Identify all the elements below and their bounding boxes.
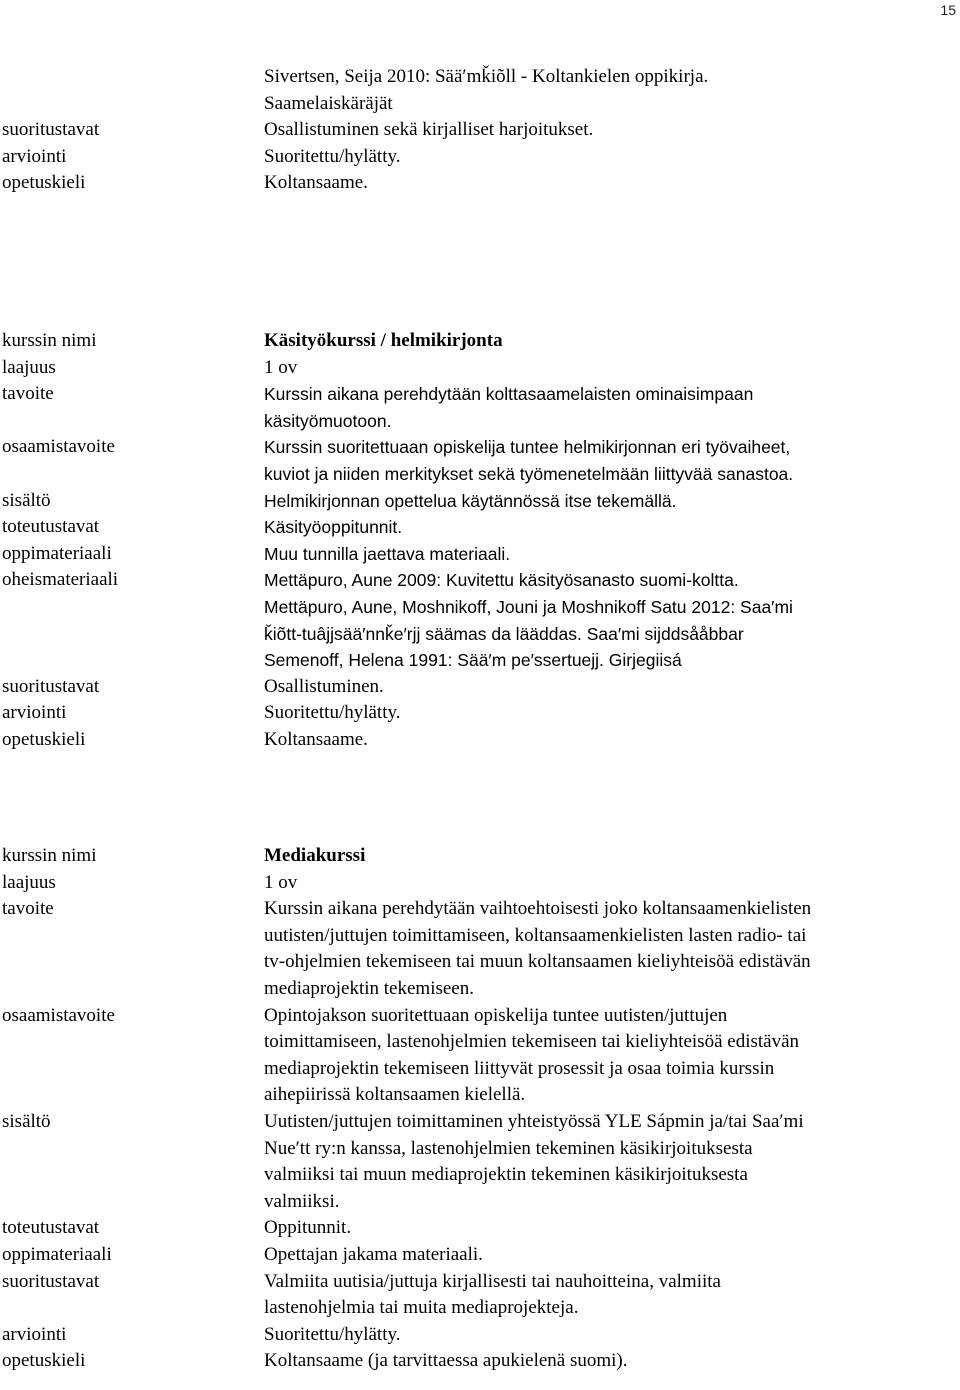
competence-line: Opintojakson suoritettuaan opiskelija tuntee uutisten/juttujen [264,1004,728,1026]
extra-material-label: oheismateriaali [2,569,119,591]
page-number: 15 [940,2,956,18]
course-media [0,843,960,1375]
implementation-row [0,1215,960,1242]
scope-value: 1 ov [264,356,298,378]
extra-material-line: ǩiõtt-tuâjjsää′nnǩe′rjj säämas da lääddas. Saa′mi sijddsååbbar [264,623,744,644]
goal-label: tavoite [2,898,54,920]
competence-label: osaamistavoite [2,1004,115,1026]
competence-label: osaamistavoite [2,436,115,458]
course-name-label: kurssin nimi [2,330,97,351]
assessment-value: Suoritettu/hylätty. [264,1323,401,1345]
language-value: Koltansaame. [264,172,368,194]
language-label: opetuskieli [2,172,86,194]
assessment-label: arviointi [2,702,67,724]
completion-line: lastenohjelmia tai muita mediaprojekteja. [264,1297,579,1319]
goal-line: käsityömuotoon. [264,410,392,431]
reference-row [0,64,960,91]
competence-row [0,434,960,487]
course-name-row [0,843,960,870]
goal-line: mediaprojektin tekemiseen. [264,977,474,999]
competence-value [264,1003,944,1109]
assessment-value: Suoritettu/hylätty. [264,702,401,724]
goal-line: Kurssin aikana perehdytään vaihtoehtoisesti joko koltansaamenkielisten [264,898,812,920]
content-line: valmiiksi. [264,1190,340,1212]
competence-line: mediaprojektin tekemiseen liittyvät prosessit ja osaa toimia kurssin [264,1057,775,1079]
material-label: oppimateriaali [2,1243,112,1265]
competence-line: Kurssin suoritettuaan opiskelija tuntee helmikirjonnan eri työvaiheet, [264,437,791,458]
reference-text: Sivertsen, Seija 2010: Sää′mǩiõll - Koltankielen oppikirja. [264,66,709,87]
content-label: sisältö [2,1110,51,1132]
content-line: Nue′tt ry:n kanssa, lastenohjelmien tekeminen käsikirjoituksesta [264,1137,753,1159]
course-handicraft [0,328,960,754]
content-row [0,488,960,515]
language-value: Koltansaame (ja tarvittaessa apukielenä suomi). [264,1350,628,1372]
content-line: valmiiksi tai muun mediaprojektin tekeminen käsikirjoituksesta [264,1164,748,1186]
completion-value [264,1269,944,1322]
completion-label: suoritustavat [2,675,100,697]
assessment-row [0,144,960,171]
publisher-row [0,91,960,118]
row-label [0,64,264,91]
completion-row [0,1269,960,1322]
implementation-row [0,514,960,541]
language-label: opetuskieli [2,1350,86,1372]
competence-value [264,434,944,487]
extra-material-value [264,567,944,673]
completion-value: Osallistuminen sekä kirjalliset harjoitukset. [264,119,594,141]
completion-label: suoritustavat [2,1270,100,1292]
completion-row [0,674,960,701]
content-value [264,1109,944,1215]
goal-line: uutisten/juttujen toimittamiseen, koltansaamenkielisten lasten radio- tai [264,924,807,946]
course-name-row [0,328,960,355]
implementation-label: toteutustavat [2,1217,100,1239]
course-name: Mediakurssi [264,845,366,866]
material-value: Muu tunnilla jaettava materiaali. [264,543,511,564]
material-label: oppimateriaali [2,542,112,564]
content-label: sisältö [2,489,51,511]
completion-line: Valmiita uutisia/juttuja kirjallisesti tai nauhoitteina, valmiita [264,1270,721,1292]
assessment-row [0,1322,960,1349]
implementation-value: Oppitunnit. [264,1217,352,1239]
scope-label: laajuus [2,356,56,378]
scope-value: 1 ov [264,871,298,893]
competence-row [0,1003,960,1109]
extra-material-line: Mettäpuro, Aune, Moshnikoff, Jouni ja Moshnikoff Satu 2012: Saa′mi [264,596,793,617]
goal-value [264,896,944,1002]
completion-row [0,117,960,144]
implementation-value: Käsityöoppitunnit. [264,517,403,538]
implementation-label: toteutustavat [2,516,100,538]
goal-row [0,896,960,1002]
goal-line: tv-ohjelmien tekemiseen tai muun koltansaamen kieliyhteisöä edistävän [264,951,811,973]
scope-row [0,870,960,897]
competence-line: aihepiirissä koltansaamen kielellä. [264,1084,526,1106]
material-row [0,1242,960,1269]
language-row [0,170,960,197]
assessment-label: arviointi [2,1323,67,1345]
competence-line: toimittamiseen, lastenohjelmien tekemiseen tai kieliyhteisöä edistävän [264,1031,800,1053]
language-row [0,1348,960,1375]
extra-material-line: Mettäpuro, Aune 2009: Kuvitettu käsityösanasto suomi-koltta. [264,570,739,591]
language-value: Koltansaame. [264,728,368,750]
previous-course-tail [0,64,960,197]
assessment-row [0,700,960,727]
language-row [0,727,960,754]
row-label [0,91,264,118]
course-name: Käsityökurssi / helmikirjonta [264,330,503,351]
language-label: opetuskieli [2,728,86,750]
assessment-label: arviointi [2,145,67,167]
completion-value: Osallistuminen. [264,675,384,697]
content-line: Uutisten/juttujen toimittaminen yhteistyössä YLE Sápmin ja/tai Saa′mi [264,1110,804,1132]
goal-row [0,381,960,434]
content-value: Helmikirjonnan opettelua käytännössä itse tekemällä. [264,490,677,511]
scope-label: laajuus [2,871,56,893]
material-row [0,541,960,568]
goal-label: tavoite [2,383,54,405]
material-value: Opettajan jakama materiaali. [264,1243,483,1265]
scope-row [0,355,960,382]
course-name-label: kurssin nimi [2,845,97,866]
extra-material-row [0,567,960,673]
competence-line: kuviot ja niiden merkitykset sekä työmenetelmään liittyvää sanastoa. [264,463,794,484]
goal-line: Kurssin aikana perehdytään kolttasaamelaisten ominaisimpaan [264,384,754,405]
assessment-value: Suoritettu/hylätty. [264,145,401,167]
extra-material-line: Semenoff, Helena 1991: Sää′m pe′ssertuejj. Girjegiisá [264,650,682,671]
publisher-text: Saamelaiskäräjät [264,92,393,114]
content-row [0,1109,960,1215]
goal-value [264,381,944,434]
completion-label: suoritustavat [2,119,100,141]
